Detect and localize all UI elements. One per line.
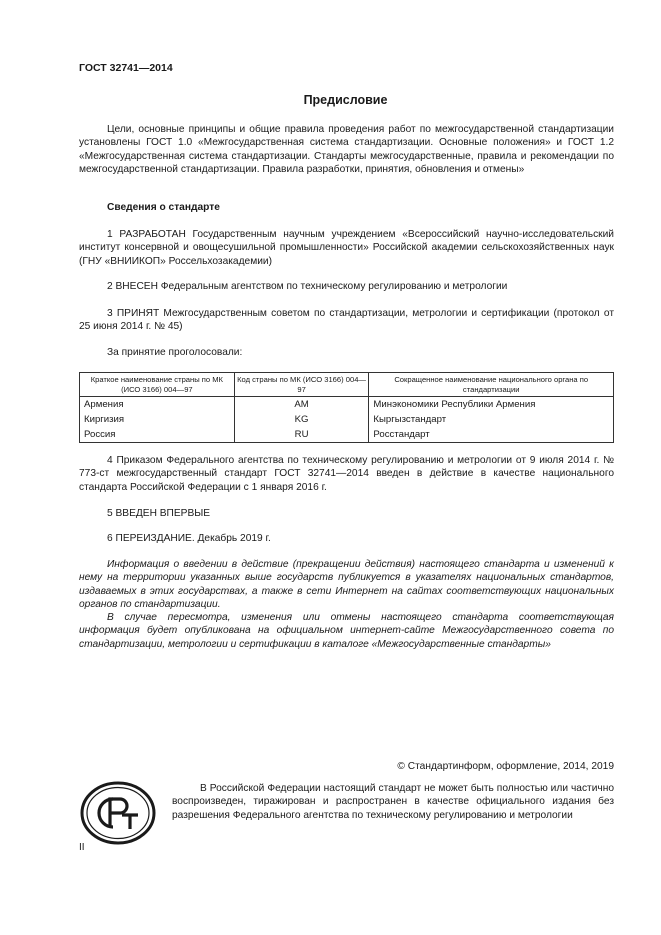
cell-code: AM	[234, 397, 369, 413]
copyright-notice: В Российской Федерации настоящий стандарт не может быть полностью или частично воспроизведен, тиражирован и распространен в качестве официального издания без разрешения Федерального агентства по техническому регулированию и метрологии	[172, 783, 614, 821]
table-row	[80, 412, 614, 427]
cell-body: Минэкономики Республики Армения	[369, 397, 614, 413]
info-notice-2: В случае пересмотра, изменения или отмены настоящего стандарта соответствующая информация будет опубликована на официальном интернет-сайте Межгосударственного совета по стандартизации, метрологии и сертификации в каталоге «Межгосударственные стандарты»	[79, 612, 614, 650]
cell-body: Кыргызстандарт	[369, 412, 614, 427]
item-3-adopted: 3 ПРИНЯТ Межгосударственным советом по стандартизации, метрологии и сертификации (протокол от 25 июня 2014 г. № 45)	[79, 308, 614, 333]
table-row	[80, 427, 614, 443]
item-5-introduced: 5 ВВЕДЕН ВПЕРВЫЕ	[107, 508, 211, 519]
cell-country: Киргизия	[80, 412, 235, 427]
item-4-order: 4 Приказом Федерального агентства по техническому регулированию и метрологии от 9 июля 2014 г. № 773-ст межгосударственный стандарт ГОСТ 32741—2014 введен в действие в качестве национального стандарта Российской Федерации с 1 января 2016 г.	[79, 455, 614, 493]
voting-table	[79, 372, 614, 443]
item-2-submitted: 2 ВНЕСЕН Федеральным агентством по техническому регулированию и метрологии	[107, 281, 508, 292]
header-code: Код страны по МК (ИСО 3166) 004—97	[234, 373, 369, 397]
item-6-reissue: 6 ПЕРЕИЗДАНИЕ. Декабрь 2019 г.	[107, 533, 271, 544]
cell-code: KG	[234, 412, 369, 427]
item-1-developed: 1 РАЗРАБОТАН Государственным научным учреждением «Всероссийский научно-исследовательский институт консервной и овощесушильной промышленности» Российской академии сельскохозяйственных наук (ГНУ «ВНИИКОП» Россельхозакадемии)	[79, 229, 614, 267]
header-body: Сокращенное наименование национального органа по стандартизации	[369, 373, 614, 397]
page-number: II	[79, 842, 85, 853]
table-header-row	[80, 373, 614, 397]
cell-country: Россия	[80, 427, 235, 443]
document-id: ГОСТ 32741—2014	[79, 62, 173, 74]
header-country: Краткое наименование страны по МК (ИСО 3166) 004—97	[80, 373, 235, 397]
rst-mark-icon	[80, 781, 156, 845]
cell-country: Армения	[80, 397, 235, 413]
info-heading: Сведения о стандарте	[107, 202, 220, 213]
copyright: © Стандартинформ, оформление, 2014, 2019	[397, 761, 614, 772]
cell-code: RU	[234, 427, 369, 443]
page-title: Предисловие	[303, 93, 388, 107]
info-notice-1: Информация о введении в действие (прекращении действия) настоящего стандарта и изменений к нему на территории указанных выше государств публикуется в указателях национальных стандартов, издаваемых в этих государствах, а также в сети Интернет на сайтах соответствующих национальных органов по стандартизации.	[79, 559, 614, 611]
vote-label: За принятие проголосовали:	[107, 347, 243, 358]
intro-paragraph: Цели, основные принципы и общие правила проведения работ по межгосударственной стандартизации установлены ГОСТ 1.0 «Межгосударственная система стандартизации. Основные положения» и ГОСТ 1.2 «Межгосударственная система стандартизации. Стандарты межгосударственные, правила и рекомендации по межгосударственной стандартизации. Правила разработки, принятия, обновления и отмены»	[79, 124, 614, 176]
table-row	[80, 397, 614, 413]
cell-body: Росстандарт	[369, 427, 614, 443]
